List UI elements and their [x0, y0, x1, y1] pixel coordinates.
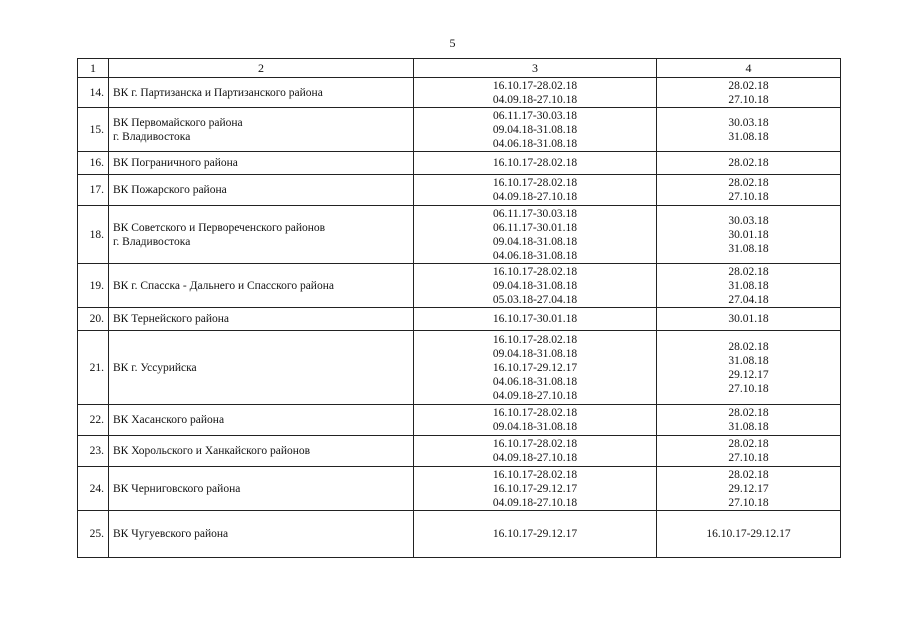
period: 16.10.17-28.02.18	[492, 79, 578, 92]
commission-name: ВК Пожарского района	[113, 184, 227, 196]
period: 09.04.18-31.08.18	[492, 235, 578, 248]
date: 29.12.17	[728, 482, 769, 495]
table-row	[78, 436, 841, 467]
period: 16.10.17-28.02.18	[492, 407, 578, 419]
period: 04.09.18-27.10.18	[492, 389, 578, 402]
date: 31.08.18	[728, 242, 769, 255]
column-header: 3	[414, 59, 657, 78]
table-row	[78, 108, 841, 152]
period: 16.10.17-30.01.18	[492, 313, 578, 325]
date: 31.08.18	[728, 354, 769, 367]
period: 04.09.18-27.10.18	[492, 452, 578, 464]
date: 30.03.18	[728, 116, 769, 129]
period: 09.04.18-31.08.18	[492, 347, 578, 360]
period: 16.10.17-29.12.17	[492, 361, 578, 374]
period: 06.11.17-30.03.18	[493, 207, 577, 220]
dates-cell	[657, 175, 841, 206]
commission-name: ВК г. Спасска - Дальнего и Спасского района	[113, 279, 334, 292]
period: 16.10.17-28.02.18	[492, 265, 578, 278]
commission-name-cell	[109, 405, 414, 436]
periods-cell	[414, 152, 657, 175]
dates-cell	[657, 78, 841, 108]
date: 31.08.18	[728, 130, 769, 143]
period: 06.11.17-30.03.18	[493, 109, 577, 122]
date: 30.01.18	[728, 228, 769, 241]
date: 28.02.18	[728, 79, 769, 92]
commission-name-cell	[109, 175, 414, 206]
commission-name: ВК Советского и Первореченского районов	[113, 221, 326, 234]
row-number: 19.	[78, 264, 109, 308]
periods-cell	[414, 331, 657, 405]
period: 04.09.18-27.10.18	[492, 191, 578, 203]
period: 16.10.17-28.02.18	[492, 157, 578, 169]
commission-name-cell	[109, 436, 414, 467]
table-row	[78, 405, 841, 436]
table-row	[78, 206, 841, 264]
page-number: 5	[449, 36, 456, 50]
date: 31.08.18	[728, 279, 769, 292]
commission-name: г. Владивостока	[113, 130, 191, 143]
row-number: 21.	[78, 331, 109, 405]
periods-cell	[414, 436, 657, 467]
row-number: 15.	[78, 108, 109, 152]
table-row	[78, 78, 841, 108]
row-number: 16.	[78, 152, 109, 175]
dates-cell	[657, 331, 841, 405]
table-row	[78, 264, 841, 308]
period: 16.10.17-28.02.18	[492, 177, 578, 189]
commission-name-cell	[109, 308, 414, 331]
periods-cell	[414, 108, 657, 152]
row-number: 24.	[78, 467, 109, 511]
table-row	[78, 152, 841, 175]
period: 04.06.18-31.08.18	[492, 137, 578, 150]
dates-cell	[657, 152, 841, 175]
period: 09.04.18-31.08.18	[492, 279, 578, 292]
dates-cell	[657, 264, 841, 308]
commission-name-cell	[109, 152, 414, 175]
period: 04.09.18-27.10.18	[492, 93, 578, 106]
date: 28.02.18	[728, 438, 769, 450]
commission-name: ВК Пограничного района	[113, 157, 238, 169]
dates-cell	[657, 436, 841, 467]
row-number: 18.	[78, 206, 109, 264]
commission-name: ВК Тернейского района	[113, 313, 229, 325]
period: 16.10.17-29.12.17	[492, 528, 578, 540]
commission-name: ВК г. Уссурийска	[113, 361, 197, 374]
date: 28.02.18	[728, 468, 769, 481]
commission-name-cell	[109, 206, 414, 264]
date: 27.04.18	[728, 293, 769, 306]
commission-name-cell	[109, 331, 414, 405]
commission-name: г. Владивостока	[113, 235, 191, 248]
period: 09.04.18-31.08.18	[492, 421, 578, 433]
commission-name: ВК Чугуевского района	[113, 528, 229, 540]
commission-name: ВК Первомайского района	[113, 116, 243, 129]
commission-name-cell	[109, 108, 414, 152]
column-header: 1	[78, 59, 109, 78]
date: 28.02.18	[728, 265, 769, 278]
period: 16.10.17-29.12.17	[492, 482, 578, 495]
period: 16.10.17-28.02.18	[492, 438, 578, 450]
dates-cell	[657, 511, 841, 558]
date: 29.12.17	[728, 368, 769, 381]
periods-cell	[414, 511, 657, 558]
date: 27.10.18	[728, 382, 769, 395]
table-header-row	[78, 59, 841, 78]
periods-cell	[414, 264, 657, 308]
commission-name-cell	[109, 467, 414, 511]
dates-cell	[657, 108, 841, 152]
date: 27.10.18	[728, 191, 769, 203]
table-row	[78, 331, 841, 405]
period: 05.03.18-27.04.18	[492, 293, 578, 306]
commission-name-cell	[109, 511, 414, 558]
table-row	[78, 467, 841, 511]
periods-cell	[414, 78, 657, 108]
table-row	[78, 511, 841, 558]
date: 16.10.17-29.12.17	[706, 528, 791, 540]
commission-name: ВК Хорольского и Ханкайского районов	[113, 445, 311, 457]
period: 16.10.17-28.02.18	[492, 468, 578, 481]
table-row	[78, 175, 841, 206]
periods-cell	[414, 405, 657, 436]
commission-name-cell	[109, 264, 414, 308]
period: 06.11.17-30.01.18	[493, 221, 577, 234]
date: 30.01.18	[728, 313, 769, 325]
row-number: 14.	[78, 78, 109, 108]
period: 09.04.18-31.08.18	[492, 123, 578, 136]
column-header: 4	[657, 59, 841, 78]
date: 27.10.18	[728, 93, 769, 106]
column-header: 2	[109, 59, 414, 78]
schedule-table	[77, 58, 841, 558]
date: 28.02.18	[728, 177, 769, 189]
date: 28.02.18	[728, 407, 769, 419]
commission-name: ВК г. Партизанска и Партизанского района	[113, 86, 323, 99]
period: 04.06.18-31.08.18	[492, 249, 578, 262]
commission-name: ВК Хасанского района	[113, 414, 225, 426]
commission-name-cell	[109, 78, 414, 108]
row-number: 22.	[78, 405, 109, 436]
row-number: 20.	[78, 308, 109, 331]
dates-cell	[657, 206, 841, 264]
date: 27.10.18	[728, 496, 769, 509]
periods-cell	[414, 175, 657, 206]
periods-cell	[414, 308, 657, 331]
date: 30.03.18	[728, 214, 769, 227]
date: 28.02.18	[728, 157, 769, 169]
periods-cell	[414, 206, 657, 264]
dates-cell	[657, 308, 841, 331]
dates-cell	[657, 467, 841, 511]
date: 28.02.18	[728, 340, 769, 353]
period: 04.09.18-27.10.18	[492, 496, 578, 509]
commission-name: ВК Черниговского района	[113, 482, 241, 495]
row-number: 25.	[78, 511, 109, 558]
row-number: 23.	[78, 436, 109, 467]
period: 04.06.18-31.08.18	[492, 375, 578, 388]
date: 31.08.18	[728, 421, 769, 433]
table-row	[78, 308, 841, 331]
date: 27.10.18	[728, 452, 769, 464]
period: 16.10.17-28.02.18	[492, 333, 578, 346]
row-number: 17.	[78, 175, 109, 206]
dates-cell	[657, 405, 841, 436]
periods-cell	[414, 467, 657, 511]
